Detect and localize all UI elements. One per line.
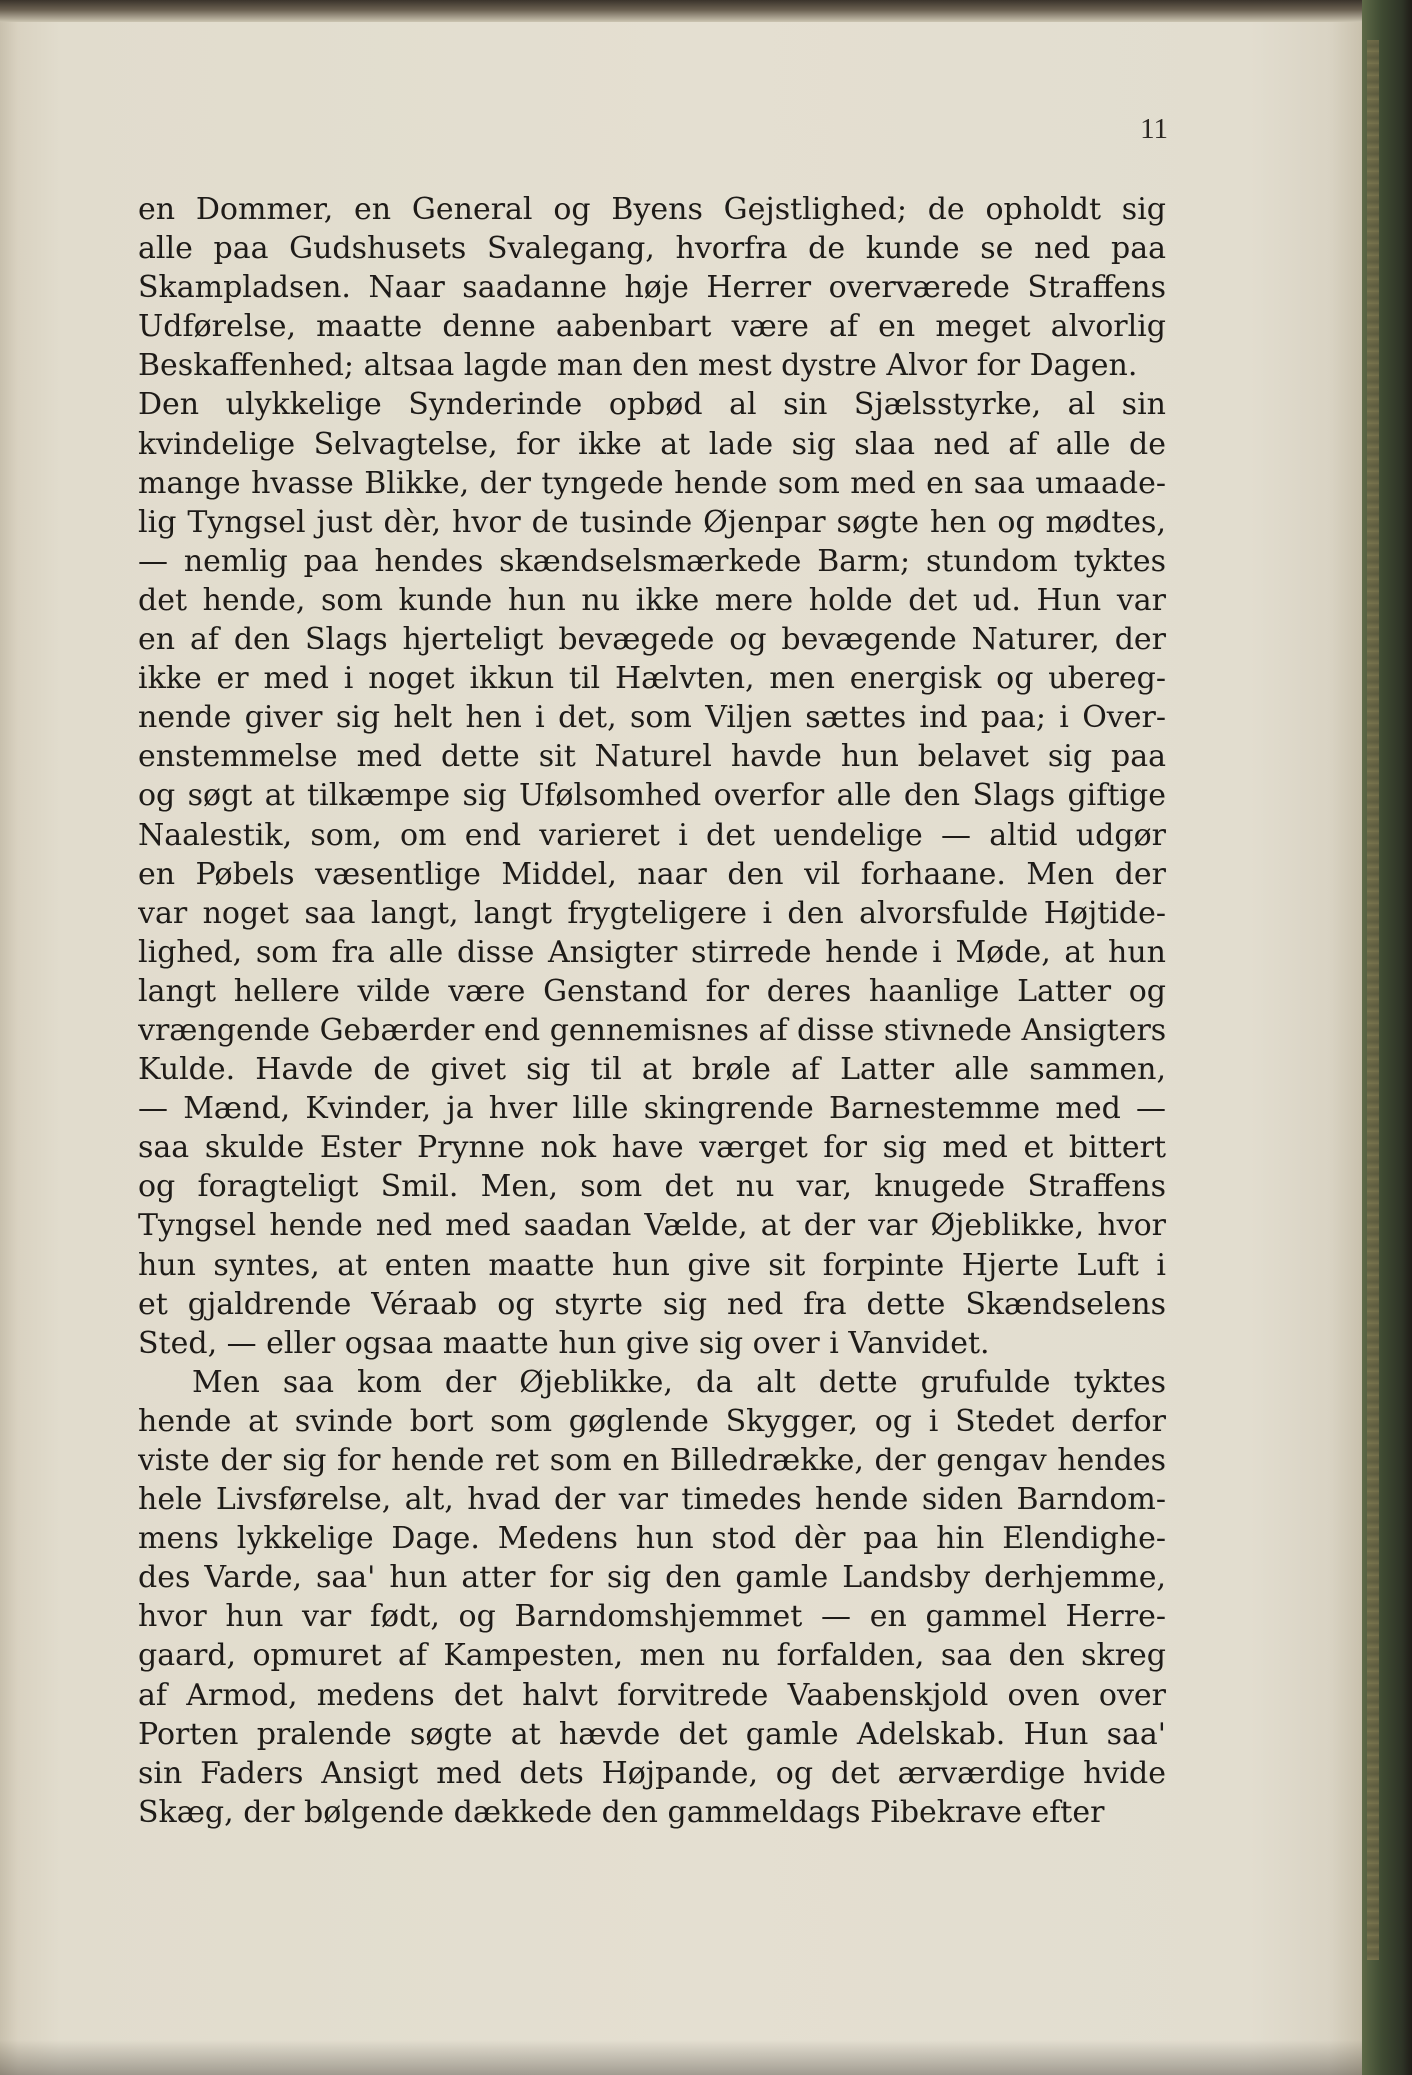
text-line: ikke er med i noget ikkun til Hælvten, men energisk og ubereg- <box>138 661 1166 697</box>
text-line: en af den Slags hjerteligt bevægede og bevægende Naturer, der <box>138 622 1166 658</box>
text-line: — nemlig paa hendes skændselsmærkede Barm; stundom tyktes <box>138 543 1166 579</box>
page-top-edge <box>0 0 1362 22</box>
text-line: en Dommer, en General og Byens Gejstlighed; de opholdt sig <box>138 192 1166 227</box>
text-line: mens lykkelige Dage. Medens hun stod dèr paa hin Elendighe- <box>138 1521 1166 1557</box>
text-line: lighed, som fra alle disse Ansigter stirrede hende i Møde, at hun <box>138 934 1166 970</box>
text-line: Skampladsen. Naar saadanne høje Herrer overværede Straffens <box>138 270 1166 306</box>
text-line: Sted, — eller ogsaa maatte hun give sig over i Vanvidet. <box>138 1325 990 1361</box>
text-line: et gjaldrende Véraab og styrte sig ned fra dette Skændselens <box>138 1286 1166 1322</box>
text-line: sin Faders Ansigt med dets Højpande, og det ærværdige hvide <box>138 1755 1166 1791</box>
page-number: 11 <box>1140 113 1168 145</box>
text-line: Den ulykkelige Synderinde opbød al sin Sjælsstyrke, al sin <box>138 387 1166 423</box>
text-line: viste der sig for hende ret som en Billedrække, der gengav hendes <box>138 1443 1166 1478</box>
text-line: langt hellere vilde være Genstand for deres haanlige Latter og <box>138 973 1166 1009</box>
text-line: Udførelse, maatte denne aabenbart være af en meget alvorlig <box>138 309 1166 345</box>
text-line: Porten pralende søgte at hævde det gamle Adelskab. Hun saa' <box>138 1716 1166 1752</box>
text-line: mange hvasse Blikke, der tyngede hende som med en saa umaade- <box>138 465 1166 501</box>
text-line: hun syntes, at enten maatte hun give sit forpinte Hjerte Luft i <box>138 1247 1166 1283</box>
text-line: hende at svinde bort som gøglende Skygger, og i Stedet derfor <box>138 1403 1166 1439</box>
text-line: gaard, opmuret af Kampesten, men nu forfalden, saa den skreg <box>138 1638 1166 1674</box>
spine-binding-band <box>1367 40 1379 1960</box>
text-line: vrængende Gebærder end gennemisnes af disse stivnede Ansigters <box>138 1012 1166 1048</box>
text-line: kvindelige Selvagtelse, for ikke at lade sig slaa ned af alle de <box>138 426 1166 462</box>
text-line: Beskaffenhed; altsaa lagde man den mest dystre Alvor for Dagen. <box>138 348 1138 384</box>
text-line: saa skulde Ester Prynne nok have værget for sig med et bittert <box>138 1130 1166 1166</box>
text-line: var noget saa langt, langt frygteligere i den alvorsfulde Højtide- <box>138 895 1166 931</box>
text-line: des Varde, saa' hun atter for sig den gamle Landsby derhjemme, <box>138 1560 1166 1596</box>
text-line: det hende, som kunde hun nu ikke mere holde det ud. Hun var <box>138 582 1166 618</box>
text-line: lig Tyngsel just dèr, hvor de tusinde Øjenpar søgte hen og mødtes, <box>138 504 1166 540</box>
text-line: hvor hun var født, og Barndomshjemmet — en gammel Herre- <box>138 1599 1166 1635</box>
text-line: og foragteligt Smil. Men, som det nu var, knugede Straffens <box>138 1169 1166 1205</box>
text-line: Tyngsel hende ned med saadan Vælde, at der var Øjeblikke, hvor <box>138 1208 1166 1244</box>
page-bottom-shadow <box>0 2040 1362 2075</box>
text-line: Naalestik, som, om end varieret i det uendelige — altid udgør <box>138 817 1166 853</box>
text-line: nende giver sig helt hen i det, som Viljen sættes ind paa; i Over- <box>138 700 1166 736</box>
text-line: Skæg, der bølgende dækkede den gammeldags Pibekrave efter <box>138 1794 1105 1830</box>
text-line: Kulde. Havde de givet sig til at brøle af Latter alle sammen, <box>138 1052 1166 1088</box>
body-text <box>138 190 1166 1832</box>
text-line: og søgt at tilkæmpe sig Ufølsomhed overfor alle den Slags giftige <box>138 778 1166 814</box>
text-line: — Mænd, Kvinder, ja hver lille skingrende Barnestemme med — <box>138 1091 1166 1127</box>
text-line: hele Livsførelse, alt, hvad der var timedes hende siden Barndom- <box>138 1482 1166 1518</box>
text-line: en Pøbels væsentlige Middel, naar den vil forhaane. Men der <box>138 856 1166 892</box>
text-line: af Armod, medens det halvt forvitrede Vaabenskjold oven over <box>138 1677 1166 1713</box>
text-line: enstemmelse med dette sit Naturel havde hun belavet sig paa <box>138 739 1166 775</box>
text-line: Men saa kom der Øjeblikke, da alt dette grufulde tyktes <box>192 1364 1166 1400</box>
text-line: alle paa Gudshusets Svalegang, hvorfra de kunde se ned paa <box>138 231 1166 267</box>
